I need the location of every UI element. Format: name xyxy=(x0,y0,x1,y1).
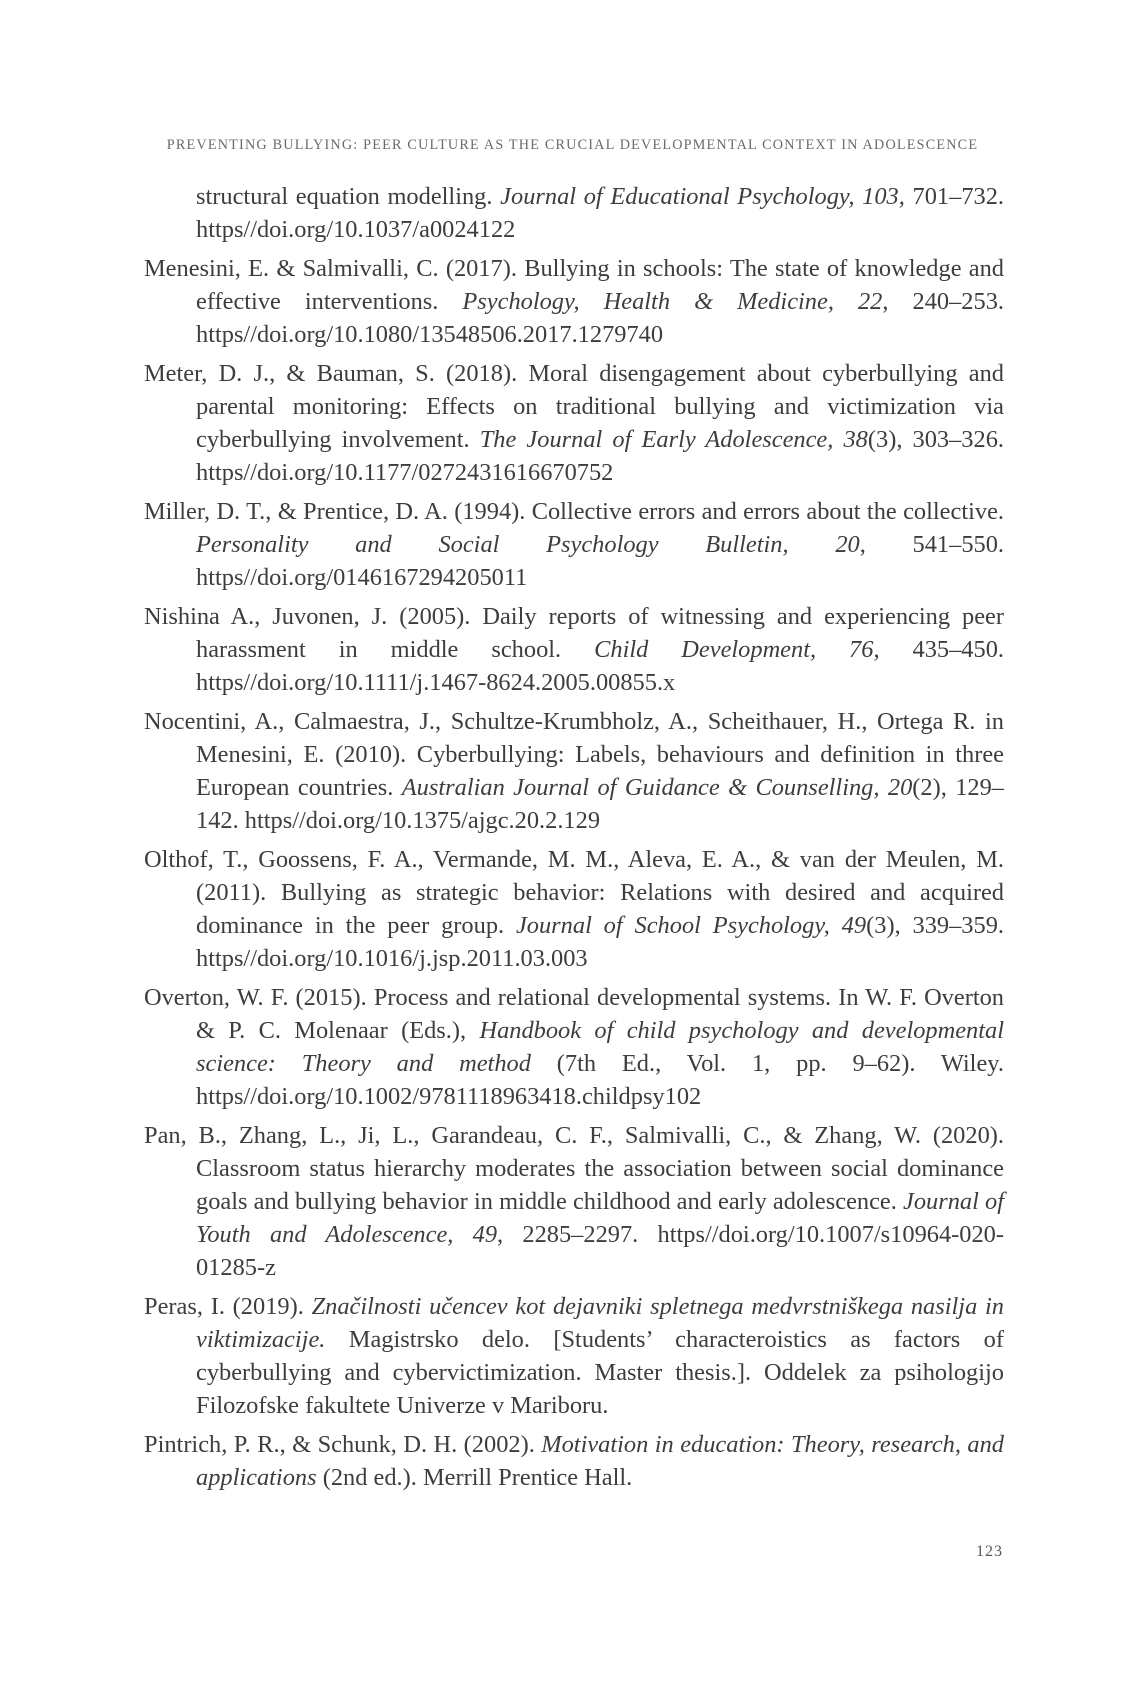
reference-entry xyxy=(144,981,1004,1113)
reference-source-title: Handbook of child psychology and developmental science: Theory and method xyxy=(196,1017,1005,1077)
reference-entry xyxy=(144,180,1004,246)
reference-text: Meter, D. J., & Bauman, S. (2018). Moral disengagement about cyberbullying and parental monitoring: Effects on traditional bullying and victimization via cyberbullying involvement. xyxy=(144,360,1004,453)
reference-details: , 435–450. https//doi.org/10.1111/j.1467-8624.2005.00855.x xyxy=(196,636,1004,696)
reference-details: 701–732. https//doi.org/10.1037/a0024122 xyxy=(196,183,1005,243)
reference-entry xyxy=(144,705,1004,837)
reference-source-title: The Journal of Early Adolescence, 38 xyxy=(479,426,868,453)
reference-entry xyxy=(144,495,1004,594)
reference-source-title: Journal of School Psychology, 49 xyxy=(515,912,867,939)
reference-source-title: Australian Journal of Guidance & Counselling, 20 xyxy=(401,774,913,801)
running-head: PREVENTING BULLYING: PEER CULTURE AS THE CRUCIAL DEVELOPMENTAL CONTEXT IN ADOLESCENCE xyxy=(166,137,979,153)
reference-text: Overton, W. F. (2015). Process and relational developmental systems. In W. F. Overton & P. C. Molenaar (Eds.), xyxy=(144,984,1004,1044)
reference-list xyxy=(144,180,1004,1500)
reference-entry xyxy=(144,252,1004,351)
reference-source-title: Motivation in education: Theory, research, and applications xyxy=(196,1431,1004,1491)
reference-text: Menesini, E. & Salmivalli, C. (2017). Bullying in schools: The state of knowledge and effective interventions. xyxy=(144,255,1004,315)
reference-text: Peras, I. (2019). xyxy=(144,1293,312,1320)
reference-source-title: Psychology, Health & Medicine, 22 xyxy=(462,288,883,315)
reference-details: , 541–550. https//doi.org/0146167294205011 xyxy=(196,531,1004,591)
reference-details: (2), 129–142. https//doi.org/10.1375/ajgc.20.2.129 xyxy=(196,774,1004,834)
reference-source-title: Personality and Social Psychology Bulletin, 20 xyxy=(196,531,860,558)
reference-entry xyxy=(144,1290,1004,1422)
reference-source-title: Child Development, 76 xyxy=(594,636,874,663)
reference-text: Pan, B., Zhang, L., Ji, L., Garandeau, C. F., Salmivalli, C., & Zhang, W. (2020). Classroom status hierarchy moderates the association between social dominance goals and bullying behavior in middle childhood and early adolescence. xyxy=(144,1122,1004,1215)
reference-source-title: Journal of Educational Psychology, 103, xyxy=(500,183,905,210)
page-number: 123 xyxy=(976,1543,1003,1560)
reference-details: , 2285–2297. https//doi.org/10.1007/s10964-020-01285-z xyxy=(196,1221,1004,1281)
reference-details: , 240–253. https//doi.org/10.1080/13548506.2017.1279740 xyxy=(196,288,1004,348)
reference-details: (3), 339–359. https//doi.org/10.1016/j.jsp.2011.03.003 xyxy=(196,912,1004,972)
reference-text: Nishina A., Juvonen, J. (2005). Daily reports of witnessing and experiencing peer harassment in middle school. xyxy=(144,603,1004,663)
reference-entry xyxy=(144,1428,1004,1494)
reference-entry xyxy=(144,1119,1004,1284)
reference-text: structural equation modelling. xyxy=(196,183,501,210)
reference-entry xyxy=(144,600,1004,699)
reference-source-title: Značilnosti učencev kot dejavniki spletnega medvrstniškega nasilja in viktimizacije. xyxy=(196,1293,1004,1353)
reference-text: Nocentini, A., Calmaestra, J., Schultze-Krumbholz, A., Scheithauer, H., Ortega R. in Menesini, E. (2010). Cyberbullying: Labels, behaviours and definition in three European countries. xyxy=(144,708,1004,801)
reference-text: Pintrich, P. R., & Schunk, D. H. (2002). xyxy=(144,1431,542,1458)
reference-text: Miller, D. T., & Prentice, D. A. (1994). Collective errors and errors about the collective. xyxy=(144,498,1004,525)
reference-details: Magistrsko delo. [Students’ characteroistics as factors of cyberbullying and cybervictimization. Master thesis.]. Oddelek za psihologijo Filozofske fakultete Univerze v Mariboru. xyxy=(196,1326,1004,1419)
reference-details: (3), 303–326. https//doi.org/10.1177/0272431616670752 xyxy=(196,426,1004,486)
reference-entry xyxy=(144,843,1004,975)
reference-source-title: Journal of Youth and Adolescence, 49 xyxy=(196,1188,1004,1248)
reference-details: (7th Ed., Vol. 1, pp. 9–62). Wiley. https//doi.org/10.1002/9781118963418.childpsy102 xyxy=(196,1050,1004,1110)
reference-entry xyxy=(144,357,1004,489)
reference-details: (2nd ed.). Merrill Prentice Hall. xyxy=(316,1464,633,1491)
reference-text: Olthof, T., Goossens, F. A., Vermande, M. M., Aleva, E. A., & van der Meulen, M. (2011). Bullying as strategic behavior: Relations with desired and acquired dominance in the peer group. xyxy=(144,846,1004,939)
